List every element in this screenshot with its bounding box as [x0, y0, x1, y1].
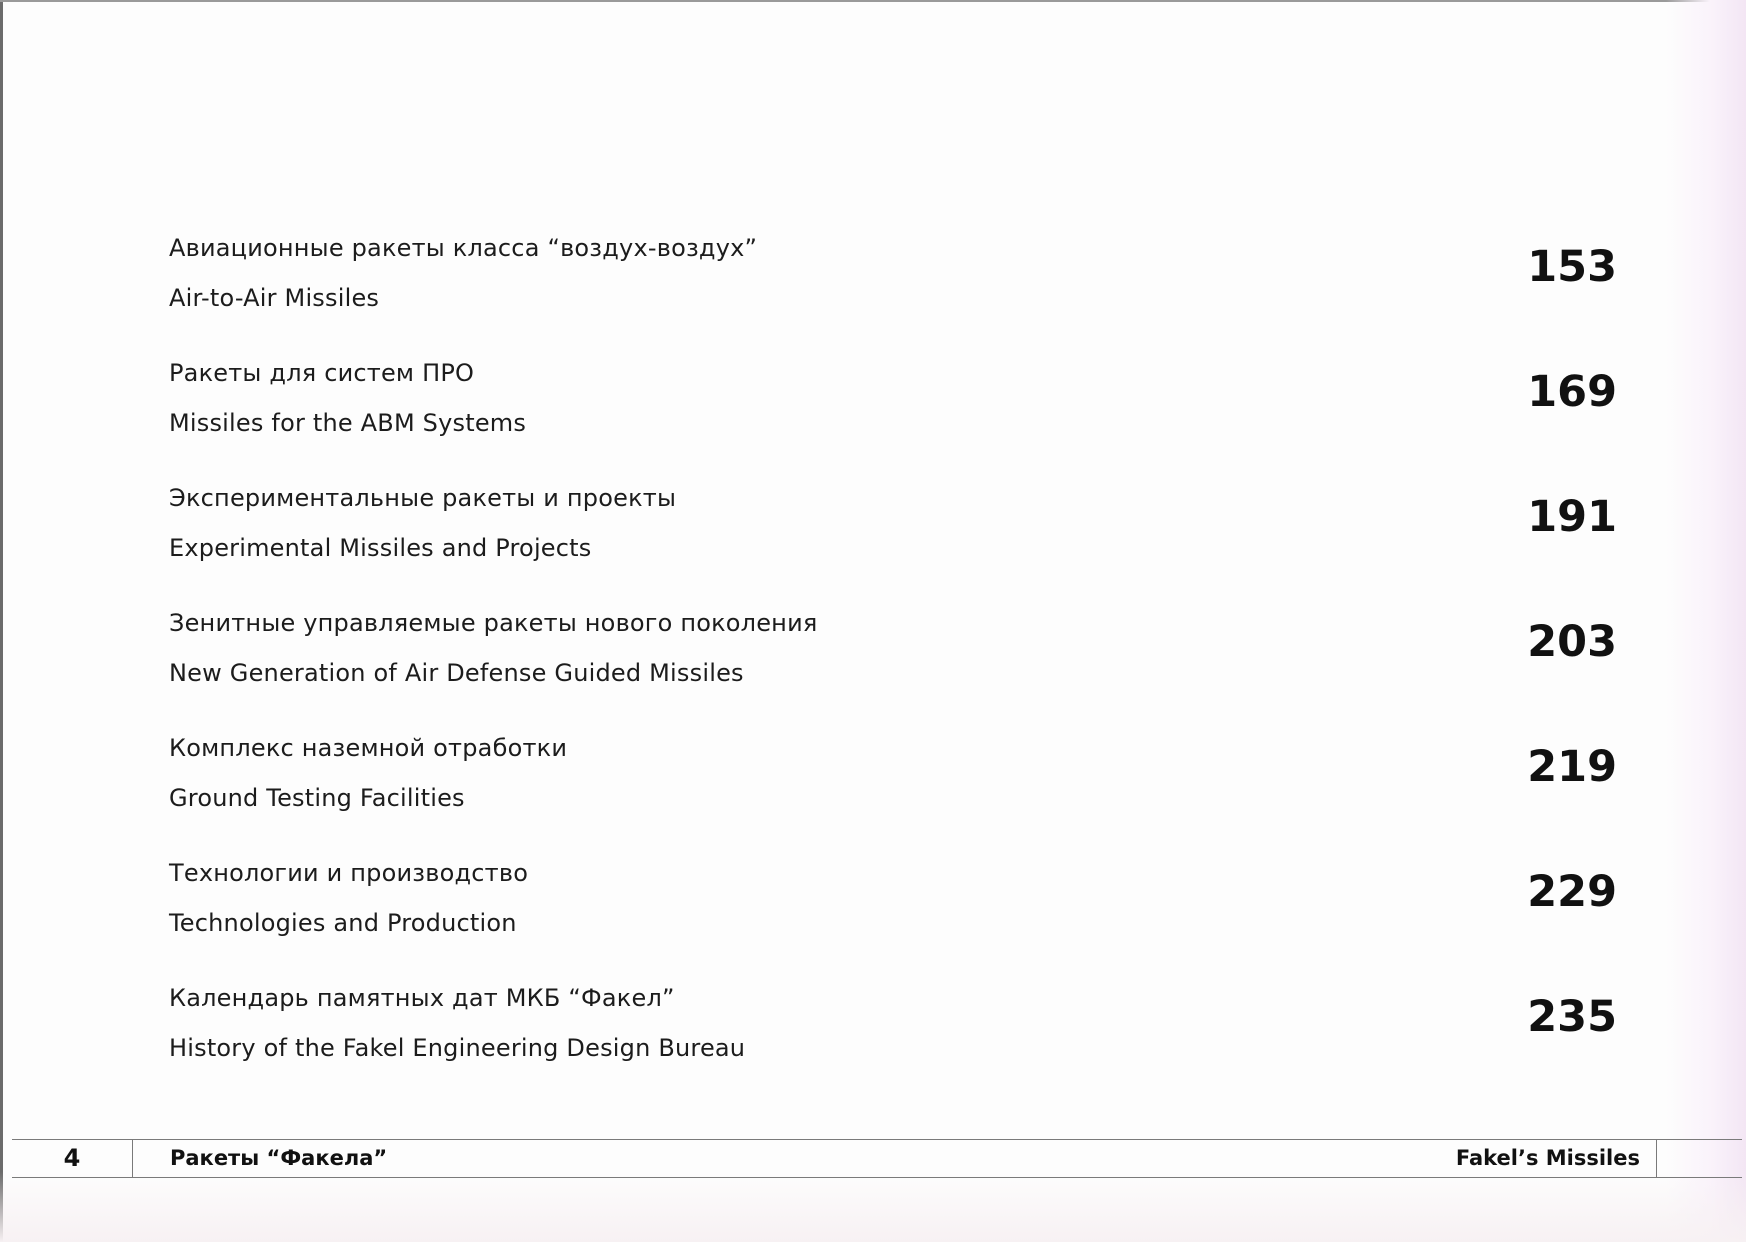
toc-entry-title-en: Air-to-Air Missiles — [169, 284, 380, 312]
toc-entry-title-en: History of the Fakel Engineering Design Bureau — [169, 1034, 746, 1062]
toc-entry-page-number: 191 — [1527, 492, 1617, 542]
toc-entry[interactable] — [169, 353, 1629, 478]
toc-entry-title-ru: Экспериментальные ракеты и проекты — [169, 484, 677, 512]
toc-entry-page-number: 153 — [1527, 242, 1617, 292]
bleed-through-bottom — [0, 1172, 1746, 1242]
toc-entry[interactable] — [169, 978, 1629, 1103]
running-footer — [12, 1139, 1742, 1178]
toc-entry-page-number: 219 — [1527, 742, 1617, 792]
toc-entry-title-ru: Календарь памятных дат МКБ “Факел” — [169, 984, 675, 1012]
scan-edge-left — [0, 0, 3, 1242]
toc-entry-title-en: Experimental Missiles and Projects — [169, 534, 592, 562]
toc-entry-title-ru: Технологии и производство — [169, 859, 529, 887]
toc-entry-page-number: 235 — [1527, 992, 1617, 1042]
toc-entry-title-ru: Зенитные управляемые ракеты нового поколения — [169, 609, 818, 637]
toc-entry-page-number: 229 — [1527, 867, 1617, 917]
toc-entry-page-number: 203 — [1527, 617, 1617, 667]
folio-page-number: 4 — [12, 1140, 133, 1177]
toc-entry[interactable] — [169, 228, 1629, 353]
footer-book-title-ru: Ракеты “Факела” — [170, 1146, 388, 1170]
scan-edge-top — [0, 0, 1746, 2]
toc-entry-page-number: 169 — [1527, 367, 1617, 417]
toc-entry-title-ru: Ракеты для систем ПРО — [169, 359, 475, 387]
toc-entry-title-en: Technologies and Production — [169, 909, 517, 937]
toc-entry-title-en: Ground Testing Facilities — [169, 784, 465, 812]
table-of-contents — [169, 228, 1629, 1103]
toc-entry[interactable] — [169, 853, 1629, 978]
toc-entry[interactable] — [169, 478, 1629, 603]
toc-entry-title-en: Missiles for the ABM Systems — [169, 409, 527, 437]
toc-entry-title-ru: Авиационные ракеты класса “воздух-воздух” — [169, 234, 758, 262]
footer-book-title-en: Fakel’s Missiles — [1455, 1146, 1640, 1170]
footer-right-cell — [1656, 1140, 1742, 1177]
bleed-through-shadow — [1666, 0, 1746, 1242]
toc-entry[interactable] — [169, 728, 1629, 853]
toc-entry-title-en: New Generation of Air Defense Guided Missiles — [169, 659, 744, 687]
toc-entry[interactable] — [169, 603, 1629, 728]
toc-entry-title-ru: Комплекс наземной отработки — [169, 734, 568, 762]
